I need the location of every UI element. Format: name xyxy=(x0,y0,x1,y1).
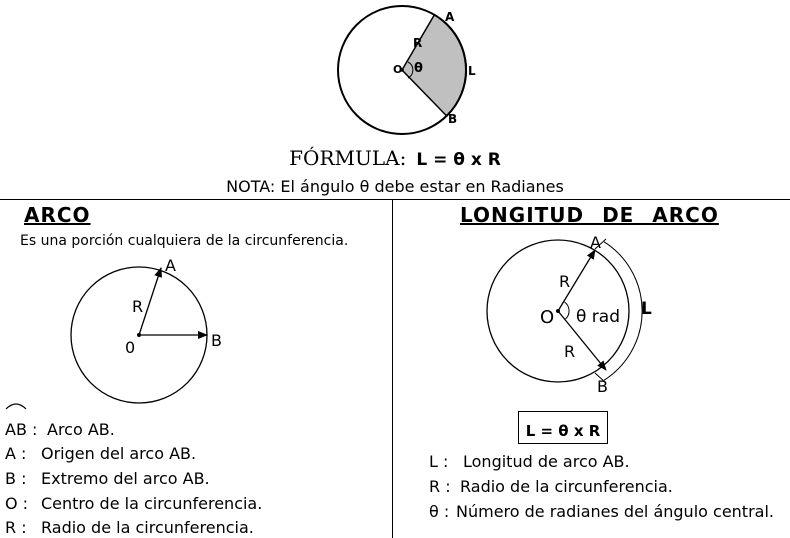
legend-key: R : xyxy=(429,477,451,496)
legend-key: L : xyxy=(429,452,449,471)
legend-key: θ : xyxy=(429,502,450,521)
legend-key: O : xyxy=(5,494,29,513)
arco-legend-item xyxy=(5,469,210,488)
longitud-legend-item xyxy=(429,502,774,521)
formula-label: FÓRMULA: xyxy=(289,146,407,170)
top-label-a: A xyxy=(445,10,455,24)
longitud-label-a: A xyxy=(590,233,601,252)
legend-text: Arco AB. xyxy=(47,420,115,439)
arc-notation-mark xyxy=(4,400,28,410)
formula-box: L = θ x R xyxy=(518,411,608,444)
longitud-center-point xyxy=(556,309,560,313)
arco-label-o: 0 xyxy=(125,338,136,357)
vertical-divider xyxy=(392,199,393,538)
top-label-r: R xyxy=(413,36,423,50)
legend-text: Radio de la circunferencia. xyxy=(41,518,254,537)
legend-text: Extremo del arco AB. xyxy=(41,469,210,488)
legend-text: Origen del arco AB. xyxy=(41,444,197,463)
longitud-heading: LONGITUD DE ARCO xyxy=(460,203,719,227)
longitud-legend-item xyxy=(429,452,630,471)
legend-key: R : xyxy=(5,518,27,537)
formula-value: L = θ x R xyxy=(416,150,501,170)
theta-arc-mark xyxy=(565,302,570,319)
legend-text: Número de radianes del ángulo central. xyxy=(456,502,774,521)
legend-text: Longitud de arco AB. xyxy=(463,452,630,471)
legend-key: A : xyxy=(5,444,27,463)
arco-label-b: B xyxy=(211,331,222,350)
top-label-l: L xyxy=(468,64,476,78)
arco-legend-item xyxy=(5,518,254,537)
longitud-label-theta: θ rad xyxy=(576,307,621,327)
longitud-label-r-top: R xyxy=(559,272,571,291)
arco-label-a: A xyxy=(165,256,176,275)
legend-key: AB : xyxy=(5,420,38,439)
longitud-label-o: O xyxy=(540,307,555,328)
longitud-label-b: B xyxy=(597,377,608,396)
longitud-label-r-bottom: R xyxy=(564,342,576,361)
horizontal-divider xyxy=(0,199,790,200)
arco-legend-item xyxy=(5,494,262,513)
arco-center-point xyxy=(137,333,141,337)
top-label-b: B xyxy=(448,112,458,126)
note-text: NOTA: El ángulo θ debe estar en Radianes xyxy=(226,177,564,196)
arco-legend-item xyxy=(5,444,196,463)
formula-line xyxy=(0,146,790,170)
arco-label-r: R xyxy=(132,297,144,316)
legend-text: Radio de la circunferencia. xyxy=(460,477,673,496)
arco-legend-item xyxy=(5,420,115,439)
longitud-label-l: L xyxy=(641,299,652,319)
top-label-theta: θ xyxy=(414,61,423,76)
arco-diagram xyxy=(70,266,210,406)
top-label-o: O xyxy=(393,63,403,76)
arco-definition: Es una porción cualquiera de la circunferencia. xyxy=(20,233,349,249)
arco-heading: ARCO xyxy=(24,203,91,227)
longitud-legend-item xyxy=(429,477,673,496)
legend-key: B : xyxy=(5,469,27,488)
legend-text: Centro de la circunferencia. xyxy=(41,494,263,513)
